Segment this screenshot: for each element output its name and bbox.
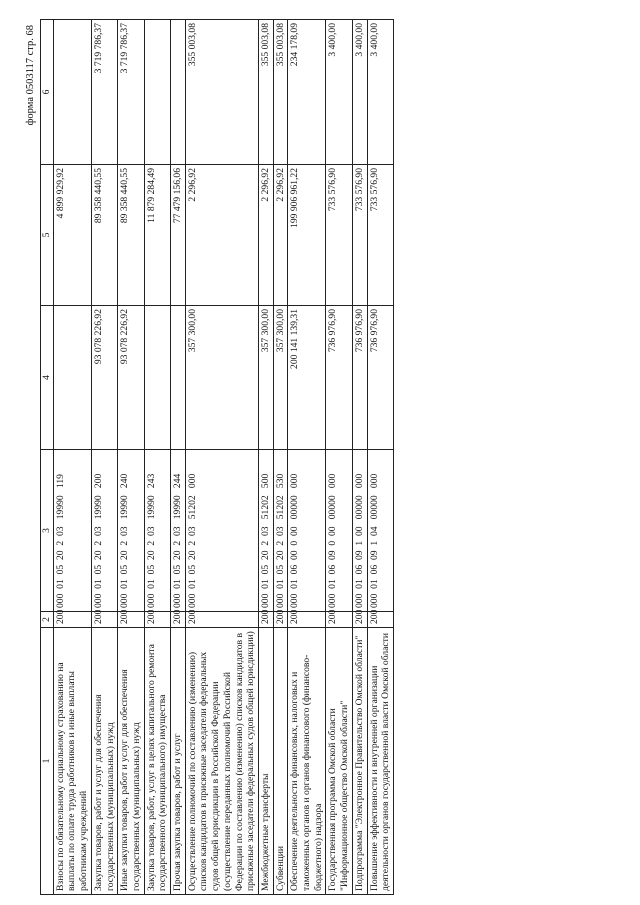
row-unexecuted: 355 003,08 [273, 20, 288, 165]
row-executed: 89 358 440,55 [91, 165, 117, 306]
row-budget-code: 000 01 05 20 2 03 19990 119 [53, 450, 91, 612]
row-admin-code: 200 [91, 612, 117, 628]
row-budget-code: 000 01 05 20 2 03 51202 500 [258, 450, 273, 612]
row-executed: 77 479 156,06 [171, 165, 186, 306]
row-admin-code: 200 [288, 612, 326, 628]
table-row [118, 20, 144, 895]
table-row [326, 20, 352, 895]
row-admin-code: 200 [171, 612, 186, 628]
row-approved: 736 976,90 [352, 306, 367, 450]
table-row [273, 20, 288, 895]
row-admin-code: 200 [326, 612, 352, 628]
row-admin-code: 200 [273, 612, 288, 628]
form-label: форма 0503117 стр. 68 [25, 25, 36, 126]
row-name: Государственная программа Омской области "Информационное общество Омской области" [326, 628, 352, 895]
row-approved: 736 976,90 [367, 306, 393, 450]
row-admin-code: 200 [352, 612, 367, 628]
row-executed: 733 576,90 [326, 165, 352, 306]
budget-table [40, 19, 394, 895]
row-name: Осуществление полномочий по составлению (изменению) списков кандидатов в присяжные заседатели федеральных судов общей юрисдикции в Российской Федерации (осуществление переданных полномочий Российской Федерации по составлению (изменению) списков кандидатов в присяжные заседатели федеральных судов общей юрисдикции) [185, 628, 258, 895]
header-cell: 2 [41, 612, 54, 628]
row-approved: 357 300,00 [185, 306, 258, 450]
row-unexecuted: 355 003,08 [185, 20, 258, 165]
row-unexecuted: 3 400,00 [326, 20, 352, 165]
row-executed: 733 576,90 [367, 165, 393, 306]
row-approved [171, 306, 186, 450]
row-budget-code: 000 01 05 20 2 03 51202 530 [273, 450, 288, 612]
table-row [352, 20, 367, 895]
header-row [41, 20, 54, 895]
table-row [53, 20, 91, 895]
row-name: Закупка товаров, работ и услуг для обеспечения государственных (муниципальных) нужд [91, 628, 117, 895]
table-row [185, 20, 258, 895]
row-approved: 93 078 226,92 [91, 306, 117, 450]
header-cell: 4 [41, 306, 54, 450]
row-unexecuted: 3 400,00 [352, 20, 367, 165]
row-unexecuted: 3 719 786,37 [91, 20, 117, 165]
header-cell: 6 [41, 20, 54, 165]
row-budget-code: 000 01 06 09 0 00 00000 000 [326, 450, 352, 612]
row-unexecuted: 3 719 786,37 [118, 20, 144, 165]
header-cell: 3 [41, 450, 54, 612]
row-name: Межбюджетные трансферты [258, 628, 273, 895]
table-row [367, 20, 393, 895]
row-approved [144, 306, 170, 450]
row-executed: 2 296,92 [273, 165, 288, 306]
row-budget-code: 000 01 05 20 2 03 51202 000 [185, 450, 258, 612]
row-budget-code: 000 01 05 20 2 03 19990 240 [118, 450, 144, 612]
rotated-page [25, 20, 625, 895]
row-name: Повышение эффективности и внутренней организации деятельности органов государственной власти Омской области [367, 628, 393, 895]
row-unexecuted [144, 20, 170, 165]
row-admin-code: 200 [118, 612, 144, 628]
row-unexecuted: 3 400,00 [367, 20, 393, 165]
row-admin-code: 200 [144, 612, 170, 628]
row-approved: 736 976,90 [326, 306, 352, 450]
row-approved [53, 306, 91, 450]
table-row [144, 20, 170, 895]
row-unexecuted [53, 20, 91, 165]
row-approved: 357 300,00 [258, 306, 273, 450]
row-unexecuted: 234 178,09 [288, 20, 326, 165]
row-unexecuted: 355 003,08 [258, 20, 273, 165]
header-cell: 5 [41, 165, 54, 306]
row-unexecuted [171, 20, 186, 165]
row-name: Иные закупки товаров, работ и услуг для обеспечения государственных (муниципальных) нужд [118, 628, 144, 895]
row-executed: 11 879 284,49 [144, 165, 170, 306]
row-admin-code: 200 [185, 612, 258, 628]
row-name: Закупка товаров, работ, услуг в целях капитального ремонта государственного (муниципального) имущества [144, 628, 170, 895]
row-budget-code: 000 01 05 20 2 03 19990 243 [144, 450, 170, 612]
row-approved: 357 300,00 [273, 306, 288, 450]
row-name: Обеспечение деятельности финансовых, налоговых и таможенных органов и органов финансового (финансово-бюджетного) надзора [288, 628, 326, 895]
row-executed: 89 358 440,55 [118, 165, 144, 306]
row-executed: 2 296,92 [185, 165, 258, 306]
row-executed: 4 899 929,92 [53, 165, 91, 306]
table-row [171, 20, 186, 895]
row-budget-code: 000 01 05 20 2 03 19990 244 [171, 450, 186, 612]
row-name: Субвенции [273, 628, 288, 895]
table-row [91, 20, 117, 895]
table-row [258, 20, 273, 895]
row-approved: 200 141 139,31 [288, 306, 326, 450]
row-name: Взносы по обязательному социальному страхованию на выплаты по оплате труда работников и иные выплаты работникам учреждений [53, 628, 91, 895]
row-name: Подпрограмма "Электронное Правительство Омской области" [352, 628, 367, 895]
row-budget-code: 000 01 06 09 1 00 00000 000 [352, 450, 367, 612]
table-row [288, 20, 326, 895]
header-cell: 1 [41, 628, 54, 895]
row-executed: 199 906 961,22 [288, 165, 326, 306]
row-admin-code: 200 [258, 612, 273, 628]
row-budget-code: 000 01 05 20 2 03 19990 200 [91, 450, 117, 612]
row-name: Прочая закупка товаров, работ и услуг [171, 628, 186, 895]
row-admin-code: 200 [53, 612, 91, 628]
row-executed: 2 296,92 [258, 165, 273, 306]
row-budget-code: 000 01 06 00 0 00 00000 000 [288, 450, 326, 612]
row-executed: 733 576,90 [352, 165, 367, 306]
row-budget-code: 000 01 06 09 1 04 00000 000 [367, 450, 393, 612]
row-admin-code: 200 [367, 612, 393, 628]
row-approved: 93 078 226,92 [118, 306, 144, 450]
